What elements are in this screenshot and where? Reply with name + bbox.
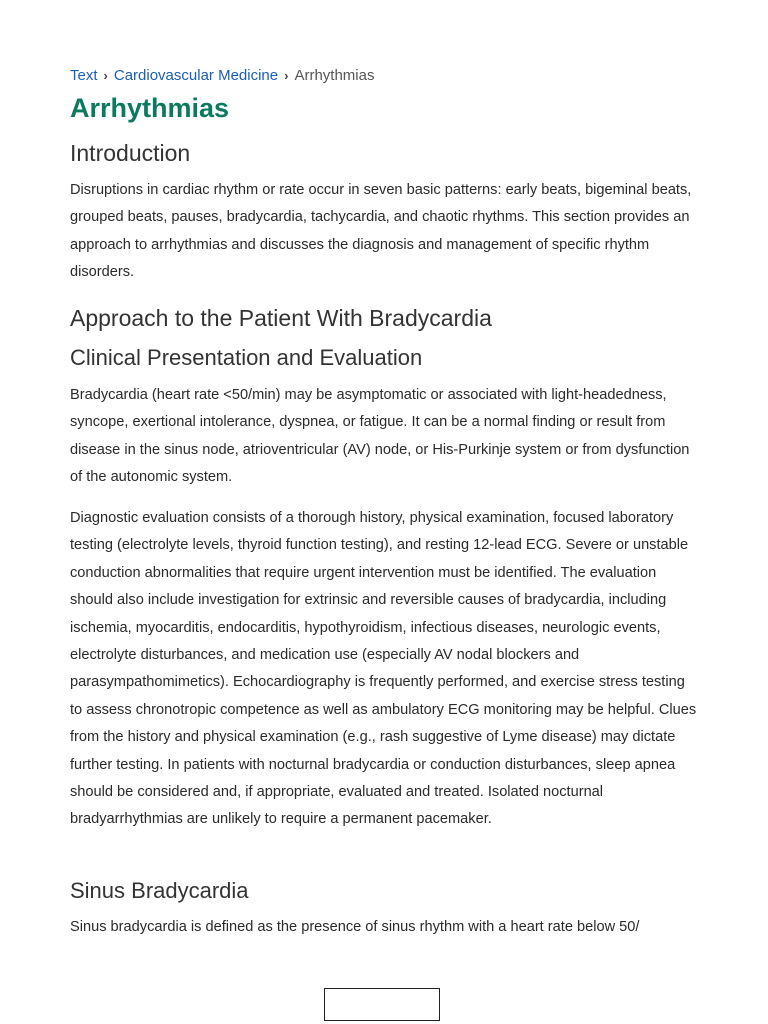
chevron-right-icon: › <box>284 68 289 83</box>
subsection-heading-sinus-bradycardia: Sinus Bradycardia <box>70 878 249 903</box>
paragraph-clinical-2: Diagnostic evaluation consists of a thorough history, physical examination, focused laboratory testing (electrolyte levels, thyroid function testing), and resting 12-lead ECG. Severe or unstable conduction abnormalities that require urgent intervention must be identified. The evaluation should also include investigation for extrinsic and reversible causes of bradycardia, including ischemia, myocarditis, endocarditis, hypothyroidism, infectious diseases, neurologic events, electrolyte disturbances, and medication use (especially AV nodal blockers and parasympathomimetics). Echocardiography is frequently performed, and exercise stress testing to assess chronotropic competence as well as ambulatory ECG monitoring may be helpful. Clues from the history and physical examination (e.g., rash suggestive of Lyme disease) may dictate further testing. In patients with nocturnal bradycardia or conduction disturbances, sleep apnea should be considered and, if appropriate, evaluated and treated. Isolated nocturnal bradyarrhythmias are unlikely to require a permanent pacemaker. <box>70 510 697 828</box>
section-heading-introduction: Introduction <box>70 140 191 166</box>
breadcrumb <box>70 66 374 86</box>
paragraph-introduction: Disruptions in cardiac rhythm or rate occur in seven basic patterns: early beats, bigeminal beats, grouped beats, pauses, bradycardia, tachycardia, and chaotic rhythms. This section provides an approach to arrhythmias and discusses the diagnosis and management of specific rhythm disorders. <box>70 182 692 281</box>
subsection-heading-clinical: Clinical Presentation and Evaluation <box>70 345 423 370</box>
breadcrumb-current: Arrhythmias <box>294 67 375 84</box>
paragraph-sinus-bradycardia: Sinus bradycardia is defined as the presence of sinus rhythm with a heart rate below 50/ <box>70 919 640 935</box>
page-title: Arrhythmias <box>70 93 230 123</box>
paragraph-clinical-1: Bradycardia (heart rate <50/min) may be asymptomatic or associated with light-headedness, syncope, exertional intolerance, dyspnea, or fatigue. It can be a normal finding or result from disease in the sinus node, atrioventricular (AV) node, or His-Purkinje system or from dysfunction of the autonomic system. <box>70 387 690 486</box>
bottom-button[interactable] <box>324 988 440 1021</box>
chevron-right-icon: › <box>103 68 108 83</box>
section-heading-approach: Approach to the Patient With Bradycardia <box>70 305 492 331</box>
breadcrumb-link-text[interactable]: Text <box>70 67 98 84</box>
breadcrumb-link-cardiovascular-medicine[interactable]: Cardiovascular Medicine <box>113 67 279 84</box>
